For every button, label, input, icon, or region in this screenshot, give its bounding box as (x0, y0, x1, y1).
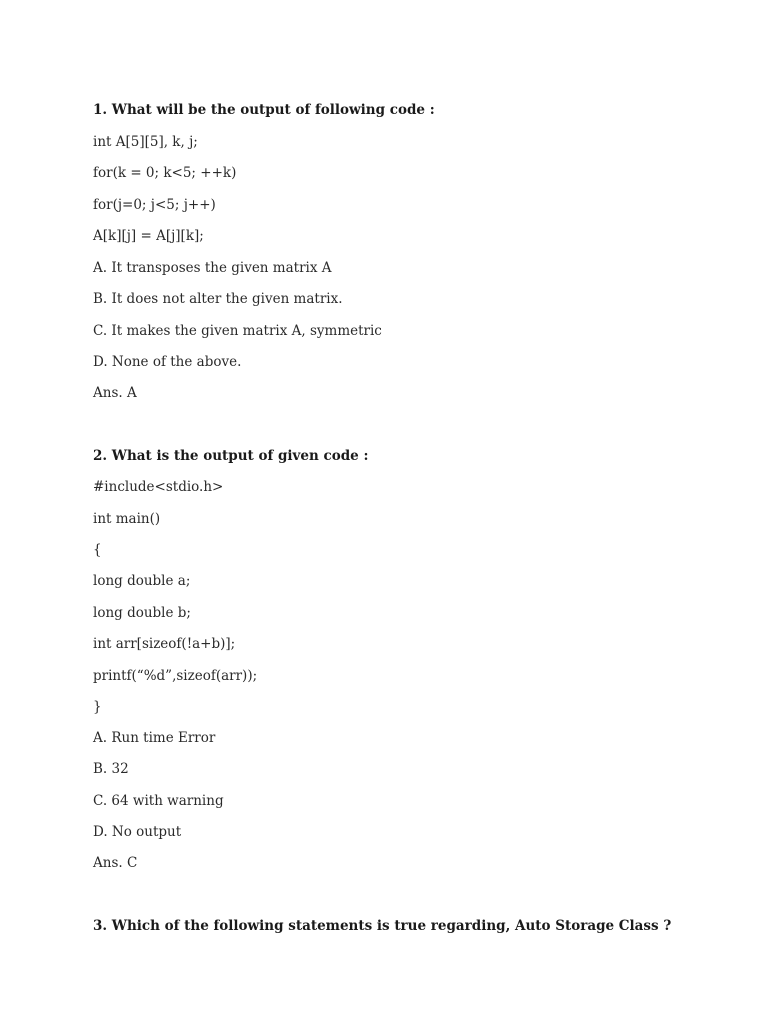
question-2-option-b: B. 32 (93, 761, 129, 777)
question-1-option-d: D. None of the above. (93, 354, 242, 370)
question-2-option-c: C. 64 with warning (93, 793, 224, 809)
question-2-code-line-7: printf(“%d”,sizeof(arr)); (93, 668, 258, 684)
question-2-code-line-4: long double a; (93, 573, 191, 589)
question-2-code-line-1: #include<stdio.h> (93, 479, 224, 495)
question-3-title: 3. Which of the following statements is true regarding, Auto Storage Class ? (93, 918, 672, 934)
question-1-code-line-1: int A[5][5], k, j; (93, 134, 198, 150)
question-1-code-line-3: for(j=0; j<5; j++) (93, 197, 216, 213)
question-2-title: 2. What is the output of given code : (93, 448, 369, 464)
question-1-option-b: B. It does not alter the given matrix. (93, 291, 343, 307)
question-2-option-d: D. No output (93, 824, 182, 840)
question-1-code-line-4: A[k][j] = A[j][k]; (93, 228, 204, 244)
question-2-code-line-8: } (93, 699, 102, 715)
question-2-code-line-2: int main() (93, 511, 161, 527)
question-1-option-a: A. It transposes the given matrix A (93, 260, 332, 276)
question-2-code-line-6: int arr[sizeof(!a+b)]; (93, 636, 236, 652)
question-1-code-line-2: for(k = 0; k<5; ++k) (93, 165, 237, 181)
question-1-answer: Ans. A (93, 385, 137, 401)
question-2-answer: Ans. C (93, 855, 138, 871)
question-2-code-line-5: long double b; (93, 605, 191, 621)
question-1-option-c: C. It makes the given matrix A, symmetric (93, 323, 382, 339)
question-2-code-line-3: { (93, 542, 102, 558)
question-2-option-a: A. Run time Error (93, 730, 216, 746)
question-1-title: 1. What will be the output of following code : (93, 102, 435, 118)
